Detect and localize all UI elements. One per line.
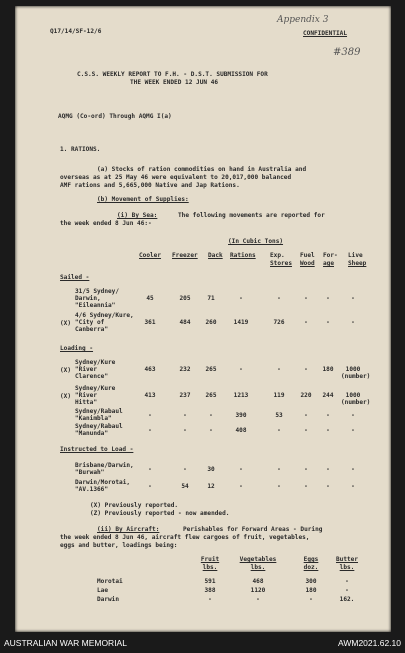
route-label: 4/6 Sydney/Kure,: [75, 312, 134, 319]
stamp-number: #389: [333, 47, 361, 58]
table-cell: 1419: [233, 319, 249, 326]
table-cell: -: [304, 366, 308, 373]
route-label: Hitta": [75, 399, 98, 406]
handwritten-annotation: Appendix 3: [277, 15, 329, 25]
table-cell: -: [183, 412, 187, 419]
col-header: Fuel: [300, 252, 315, 259]
aircraft-row-place: Morotai: [97, 578, 123, 585]
aircraft-col-unit: lbs.: [202, 564, 218, 571]
col-header: Exp.: [270, 252, 285, 259]
aircraft-cell: 162.: [339, 596, 355, 603]
aircraft-cell: 388: [204, 587, 216, 594]
aircraft-col-header: Butter: [335, 556, 358, 563]
table-cell: 265: [205, 392, 217, 399]
route-label: "Eileannia": [75, 302, 116, 309]
para-a-line2: overseas as at 25 May 46 were equivalent to 20,017,000 balanced: [60, 174, 292, 181]
row-mark: (X): [60, 320, 72, 327]
table-cell: 220: [300, 392, 312, 399]
document-page: [15, 6, 391, 632]
footer-accession-number: AWM2021.62.10: [338, 638, 401, 648]
addressee-line: AQMG (Co-ord) Through AQMG I(a): [58, 113, 172, 120]
aircraft-cell: 1120: [250, 587, 266, 594]
aircraft-row-place: Darwin: [97, 596, 120, 603]
table-cell: -: [326, 319, 330, 326]
table-cell: 237: [179, 392, 191, 399]
classification-label: CONFIDENTIAL: [303, 30, 348, 37]
para-a-line1: (a) Stocks of ration commodities on hand in Australia and: [97, 166, 307, 173]
route-label: Darwin,: [75, 295, 101, 302]
table-cell: 180: [322, 366, 334, 373]
section-heading-rations: 1. RATIONS.: [60, 146, 101, 153]
route-label: "Burwah": [75, 469, 105, 476]
table-cell: -: [239, 483, 243, 490]
table-cell: 30: [207, 466, 215, 473]
route-label: Canberra": [75, 326, 109, 333]
col-header: Cooler: [139, 252, 162, 259]
group-heading-sailed: Sailed -: [60, 274, 90, 281]
route-label: "Manunda": [75, 430, 109, 437]
aircraft-line2: the week ended 8 Jun 46, aircraft flew cargoes of fruit, vegetables,: [60, 534, 310, 541]
row-mark: (X): [60, 393, 72, 400]
para-b-heading: (b) Movement of Supplies:: [97, 196, 189, 203]
table-cell: -: [183, 466, 187, 473]
table-cell: -: [351, 319, 355, 326]
table-cell: 726: [273, 319, 285, 326]
col-header: Dack: [208, 252, 223, 259]
route-label: "River: [75, 392, 98, 399]
table-cell: -: [351, 412, 355, 419]
col-header: Freezer: [172, 252, 198, 259]
table-cell: -: [239, 295, 243, 302]
table-cell: -: [351, 466, 355, 473]
table-cell: 232: [179, 366, 191, 373]
aircraft-cell: -: [256, 596, 260, 603]
route-label: "Kanimbla": [75, 415, 112, 422]
table-cell: 413: [144, 392, 156, 399]
table-cell: 408: [235, 427, 247, 434]
route-label: Sydney/Kure: [75, 359, 116, 366]
table-cell: -: [277, 295, 281, 302]
table-cell: -: [277, 366, 281, 373]
aircraft-line1: Perishables for Forward Areas - During: [183, 526, 323, 533]
table-cell: -: [326, 427, 330, 434]
table-cell: -: [183, 427, 187, 434]
col-header: For-: [323, 252, 338, 259]
footer-institution: AUSTRALIAN WAR MEMORIAL: [4, 638, 127, 648]
table-cell: 54: [181, 483, 189, 490]
col-header: Live: [348, 252, 363, 259]
route-label: Darwin/Morotai,: [75, 479, 131, 486]
group-heading-instructed: Instructed to Load -: [60, 446, 134, 453]
aircraft-cell: -: [345, 578, 349, 585]
aircraft-cell: 180: [305, 587, 317, 594]
table-cell: -: [326, 483, 330, 490]
table-cell: -: [304, 427, 308, 434]
cell-note: (number): [341, 373, 371, 380]
para-a-line3: AMF rations and 5,665,000 Native and Jap Rations.: [60, 182, 240, 189]
table-cell: -: [148, 412, 152, 419]
aircraft-cell: -: [208, 596, 212, 603]
table-cell: -: [239, 466, 243, 473]
table-cell: -: [351, 427, 355, 434]
table-cell: -: [351, 295, 355, 302]
report-title-line1: C.S.S. WEEKLY REPORT TO F.H. - D.S.T. SUBMISSION FOR: [77, 71, 268, 78]
table-cell: -: [209, 427, 213, 434]
table-cell: 361: [144, 319, 156, 326]
aircraft-col-header: Eggs: [303, 556, 319, 563]
route-label: Sydney/Rabaul: [75, 423, 123, 430]
table-cell: 53: [275, 412, 283, 419]
report-title-line2: THE WEEK ENDED 12 JUN 46: [130, 79, 219, 86]
table-cell: 265: [205, 366, 217, 373]
table-cell: 71: [207, 295, 215, 302]
aircraft-cell: -: [345, 587, 349, 594]
table-cell: -: [277, 427, 281, 434]
route-label: "AV.1366": [75, 486, 109, 493]
table-cell: -: [148, 483, 152, 490]
col-header-sub: Stores: [270, 260, 293, 267]
table-cell: -: [304, 319, 308, 326]
route-label: Sydney/Kure: [75, 385, 116, 392]
by-aircraft-label: (ii) By Aircraft:: [97, 526, 160, 533]
file-reference: Q17/14/SF-12/6: [50, 28, 102, 35]
aircraft-cell: 468: [252, 578, 264, 585]
col-header-sub: age: [323, 260, 335, 267]
col-header: Rations: [230, 252, 256, 259]
table-cell: 1000: [345, 392, 361, 399]
units-label: (In Cubic Tons): [228, 238, 284, 245]
footer-bar: [0, 633, 405, 653]
aircraft-col-unit: lbs.: [250, 564, 266, 571]
table-cell: -: [326, 412, 330, 419]
table-cell: -: [148, 466, 152, 473]
aircraft-col-header: Fruit: [200, 556, 220, 563]
footnote-previously-reported: (X) Previously reported.: [90, 502, 179, 509]
table-cell: -: [239, 366, 243, 373]
aircraft-cell: 300: [305, 578, 317, 585]
route-label: Sydney/Rabaul: [75, 408, 123, 415]
aircraft-col-unit: doz.: [303, 564, 319, 571]
table-cell: 119: [273, 392, 285, 399]
group-heading-loading: Loading -: [60, 345, 94, 352]
footnote-amended: (Z) Previously reported - now amended.: [90, 510, 230, 517]
table-cell: -: [304, 295, 308, 302]
table-cell: -: [277, 483, 281, 490]
table-cell: -: [304, 466, 308, 473]
by-sea-label: (i) By Sea:: [117, 212, 158, 219]
route-label: Brisbane/Darwin,: [75, 462, 134, 469]
aircraft-cell: 591: [204, 578, 216, 585]
table-cell: 1213: [233, 392, 249, 399]
table-cell: 484: [179, 319, 191, 326]
table-cell: -: [304, 483, 308, 490]
table-cell: -: [304, 412, 308, 419]
table-cell: 12: [207, 483, 215, 490]
table-cell: 205: [179, 295, 191, 302]
table-cell: -: [351, 483, 355, 490]
by-sea-line2: the week ended 8 Jun 46:-: [60, 220, 152, 227]
table-cell: 463: [144, 366, 156, 373]
table-cell: 244: [322, 392, 334, 399]
table-cell: -: [277, 466, 281, 473]
route-label: "River: [75, 366, 98, 373]
route-label: 31/5 Sydney/: [75, 288, 120, 295]
row-mark: (X): [60, 367, 72, 374]
table-cell: 45: [146, 295, 154, 302]
col-header-sub: Wood: [300, 260, 315, 267]
table-cell: 260: [205, 319, 217, 326]
aircraft-row-place: Lae: [97, 587, 109, 594]
table-cell: -: [148, 427, 152, 434]
table-cell: -: [326, 466, 330, 473]
route-label: "City of: [75, 319, 105, 326]
table-cell: -: [326, 295, 330, 302]
table-cell: -: [209, 412, 213, 419]
aircraft-col-unit: lbs.: [339, 564, 355, 571]
table-cell: 390: [235, 412, 247, 419]
aircraft-col-header: Vegetables: [239, 556, 277, 563]
by-sea-line1: The following movements are reported for: [178, 212, 325, 219]
cell-note: (number): [341, 399, 371, 406]
route-label: Clarence": [75, 373, 109, 380]
aircraft-line3: eggs and butter, loadings being:: [60, 542, 178, 549]
col-header-sub: Sheep: [348, 260, 367, 267]
table-cell: 1000: [345, 366, 361, 373]
aircraft-cell: -: [309, 596, 313, 603]
